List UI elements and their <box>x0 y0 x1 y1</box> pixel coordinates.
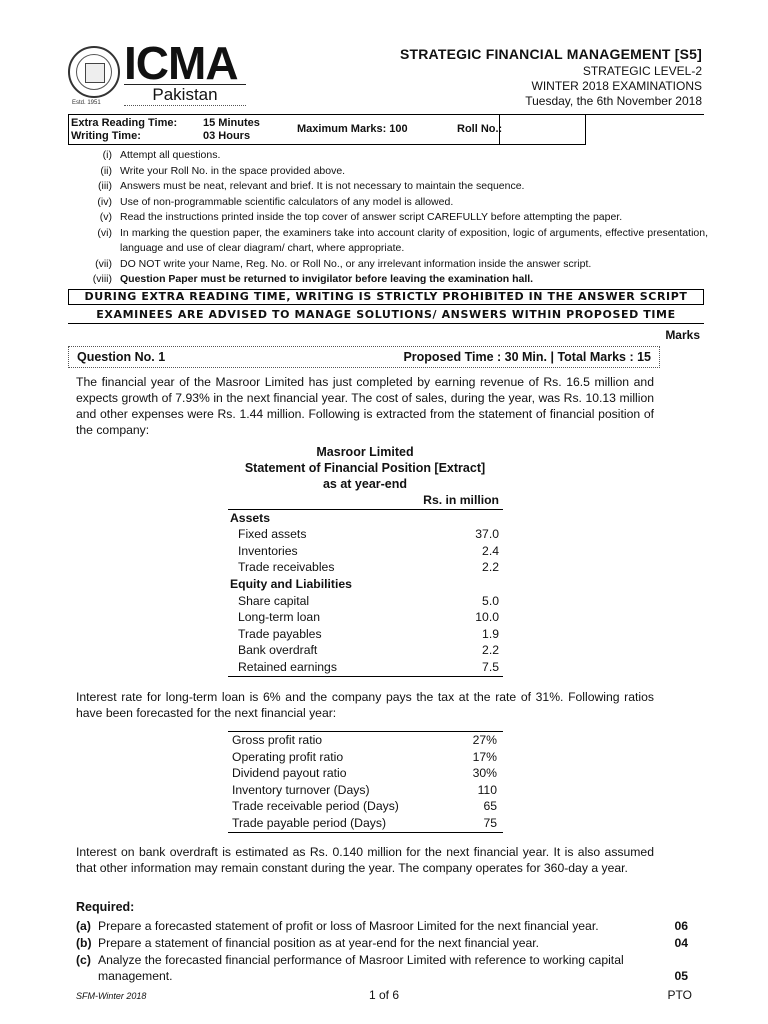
table-row: Inventories 2.4 <box>238 543 499 558</box>
question-time: Proposed Time : 30 Min. | Total Marks : 15 <box>403 350 651 364</box>
table-row: Rs. in million <box>228 492 503 509</box>
exam-info-table <box>68 115 586 145</box>
question-para-2: Interest rate for long-term loan is 6% and the company pays the tax at the rate of 31%. Following ratios have been forecasted for the next financial year: <box>76 690 654 720</box>
instructions-list <box>68 148 708 288</box>
question-label: Question No. 1 <box>77 350 166 364</box>
question-para-3: Interest on bank overdraft is estimated as Rs. 0.140 million for the next financial year. It is also assumed that other information may remain constant during the year. The company operates for 360-day a year. <box>76 845 654 875</box>
roll-no-label: Roll No.: <box>457 123 503 135</box>
table-row: Trade receivables 2.2 <box>238 560 499 575</box>
marks-header: Marks <box>665 328 700 342</box>
table-row: Equity and Liabilities <box>230 576 352 591</box>
table-row: Long-term loan 10.0 <box>238 610 499 625</box>
ratios-table <box>228 731 503 833</box>
reading-time-banner: DURING EXTRA READING TIME, WRITING IS STRICTLY PROHIBITED IN THE ANSWER SCRIPT <box>68 289 704 305</box>
estd-text: Estd. 1951 <box>72 100 101 106</box>
instruction-item: (v) Read the instructions printed inside the top cover of answer script CAREFULLY before attempting the paper. <box>99 211 623 223</box>
reading-time-value: 15 Minutes <box>203 117 260 129</box>
statement-title: Masroor Limited Statement of Financial Position [Extract] as at year-end <box>244 445 486 491</box>
table-row: Bank overdraft 2.2 <box>238 643 499 658</box>
pto-text: PTO <box>667 988 692 1002</box>
footer-paper-code: SFM-Winter 2018 <box>76 991 147 1001</box>
table-row: Share capital 5.0 <box>238 593 499 608</box>
exam-date: Tuesday, the 6th November 2018 <box>525 94 702 108</box>
required-item: (a) Prepare a forecasted statement of profit or loss of Masroor Limited for the next financial year. 06 <box>76 919 688 933</box>
table-row: Trade payable period (Days) 75 <box>232 815 497 830</box>
writing-time-label: Writing Time: <box>71 130 141 142</box>
table-row: Gross profit ratio 27% <box>232 733 497 747</box>
instruction-item: (iv) Use of non-programmable scientific calculators of any model is allowed. <box>97 195 454 208</box>
paper-title: STRATEGIC FINANCIAL MANAGEMENT [S5] <box>399 46 702 62</box>
question-intro: The financial year of the Masroor Limited has just completed by earning revenue of Rs. 16.5 million and expects growth of 7.93% in the next financial year. The cost of sales, during the year, was Rs. 10.13 million and other expenses were Rs. 1.44 million. Following is extracted from the statement of financial position of the company: <box>76 375 654 437</box>
logo-subtext: Pakistan <box>124 84 246 106</box>
table-row: Retained earnings 7.5 <box>228 659 503 676</box>
time-advice-banner: EXAMINEES ARE ADVISED TO MANAGE SOLUTIONS/ ANSWERS WITHIN PROPOSED TIME <box>68 307 704 324</box>
roll-no-box[interactable] <box>499 115 587 144</box>
table-row: Trade payables 1.9 <box>238 626 499 641</box>
instruction-item: (vi) In marking the question paper, the examiners take into account clarity of exposition, logic of arguments, effective presentation, language and use of clear diagram/ chart, where appropriate. <box>97 226 708 254</box>
instruction-item: (ii) Write your Roll No. in the space provided above. <box>100 164 346 177</box>
required-title: Required: <box>76 900 135 914</box>
table-row: Fixed assets 37.0 <box>238 527 499 542</box>
financial-position-table <box>228 492 503 677</box>
required-item: (b) Prepare a statement of financial position as at year-end for the next financial year. 04 <box>76 936 688 950</box>
table-row: Dividend payout ratio 30% <box>232 766 497 781</box>
logo-text: ICMA <box>124 37 238 89</box>
icma-seal-icon <box>68 46 120 98</box>
writing-time-value: 03 Hours <box>203 130 251 142</box>
instruction-item: (i) Attempt all questions. <box>102 149 221 161</box>
instruction-item: (iii) Answers must be neat, relevant and brief. It is not necessary to maintain the sequence. <box>98 180 525 192</box>
table-row: Assets <box>230 510 270 525</box>
question-header <box>68 346 660 368</box>
table-row: Trade receivable period (Days) 65 <box>232 799 497 814</box>
exam-text: WINTER 2018 EXAMINATIONS <box>531 79 702 93</box>
reading-time-label: Extra Reading Time: <box>71 117 178 129</box>
level-text: STRATEGIC LEVEL-2 <box>582 64 702 78</box>
table-row: Inventory turnover (Days) 110 <box>232 782 497 797</box>
page-number: 1 of 6 <box>368 988 400 1002</box>
required-item: (c) Analyze the forecasted financial performance of Masroor Limited with reference to working capital management. 05 <box>76 953 688 983</box>
table-row: Operating profit ratio 17% <box>232 749 497 764</box>
max-marks: Maximum Marks: 100 <box>297 123 408 135</box>
instruction-item: (vii) DO NOT write your Name, Reg. No. or Roll No., or any irrelevant information inside the answer script. <box>95 257 592 270</box>
instruction-item: (viii) Question Paper must be returned to invigilator before leaving the examination hall. <box>92 273 534 285</box>
